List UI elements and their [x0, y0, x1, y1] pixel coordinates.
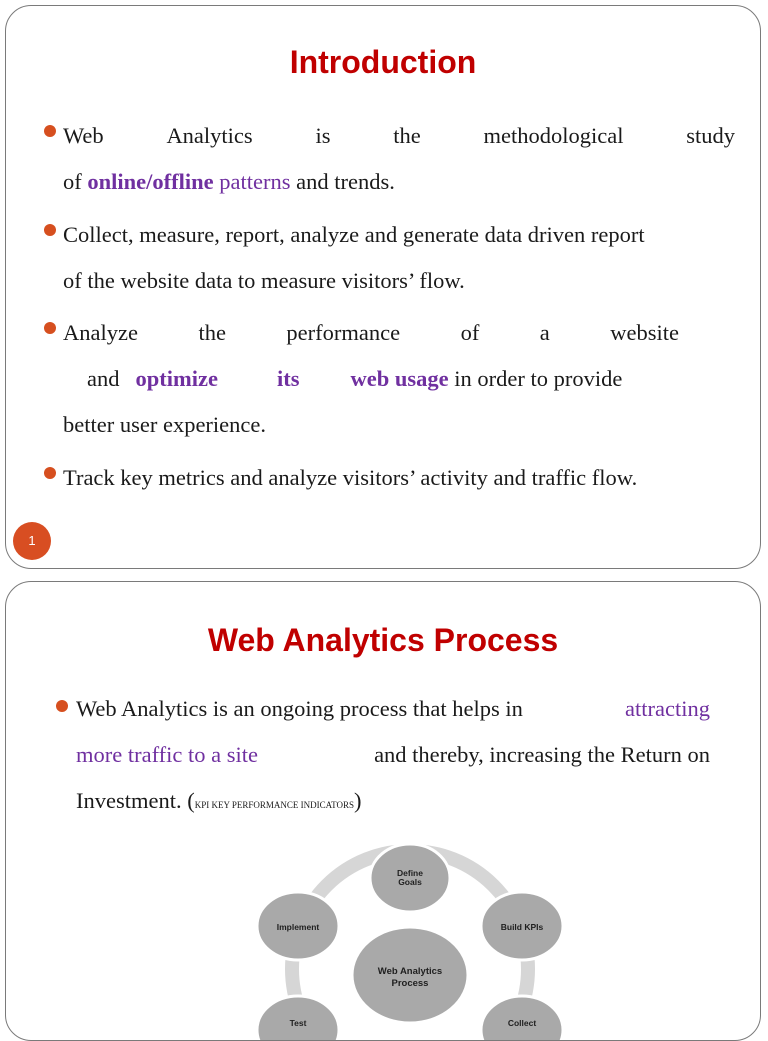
- node-label: Implement: [276, 922, 320, 932]
- text: better user experience.: [63, 412, 267, 437]
- text: ): [354, 788, 362, 813]
- text: in order to provide: [448, 366, 623, 391]
- node-label: Web Analytics: [377, 966, 443, 977]
- node-web-analytics-process: [352, 927, 468, 1023]
- text: and thereby, increasing the Return on: [368, 742, 710, 767]
- text: is: [315, 123, 331, 148]
- node-define-goals: [370, 844, 450, 912]
- text: study: [686, 123, 735, 148]
- bullet-track-metrics: [63, 455, 735, 501]
- small-text: KPI KEY PERFORMANCE INDICATORS: [194, 800, 354, 810]
- bullet-analyze-performance: [63, 310, 679, 448]
- text: of the website data to measure visitors’ flow.: [63, 268, 465, 293]
- slide-introduction: [5, 5, 761, 569]
- text: the: [393, 123, 421, 148]
- page-number-badge: 1: [13, 522, 51, 560]
- highlight-text: more traffic to a site: [76, 742, 259, 767]
- text: Collect, measure, report, analyze and generate data driven report: [63, 222, 645, 247]
- node-label: Define: [397, 868, 423, 878]
- text: Track key metrics and analyze visitors’ activity and traffic flow.: [63, 465, 638, 490]
- highlight-text: patterns: [213, 169, 291, 194]
- node-build-kpis: [481, 892, 563, 960]
- highlight-text: its: [276, 366, 300, 391]
- highlight-text: attracting: [625, 696, 710, 721]
- text: and trends.: [290, 169, 395, 194]
- text: website: [610, 320, 679, 345]
- text: Analyze: [63, 320, 138, 345]
- node-label: Goals: [398, 877, 422, 887]
- highlight-text: web usage: [350, 366, 449, 391]
- highlight-text: optimize: [135, 366, 218, 391]
- node-test: [257, 996, 339, 1041]
- node-label: Process: [391, 978, 429, 989]
- bullet-dot: [44, 125, 56, 137]
- text: methodological: [483, 123, 624, 148]
- node-collect: [481, 996, 563, 1041]
- slide-web-analytics-process: [5, 581, 761, 1041]
- bullet-collect-measure: [63, 212, 735, 304]
- node-implement: [257, 892, 339, 960]
- slide-title: Web Analytics Process: [207, 622, 559, 658]
- slide-title: Introduction: [289, 44, 477, 80]
- text: and: [87, 366, 120, 391]
- text: Analytics: [166, 123, 253, 148]
- text: Web: [63, 123, 104, 148]
- text: of: [460, 320, 480, 345]
- text: performance: [286, 320, 401, 345]
- text: of: [63, 169, 88, 194]
- node-label: Test: [289, 1018, 307, 1028]
- process-cycle-diagram: [6, 582, 761, 1041]
- text: a: [539, 320, 550, 345]
- node-label: Build KPIs: [500, 922, 544, 932]
- text: Web Analytics is an ongoing process that helps in: [76, 696, 529, 721]
- bullet-dot: [44, 467, 56, 479]
- text: Investment. (: [76, 788, 195, 813]
- text: the: [198, 320, 226, 345]
- highlight-text: online/offline: [87, 169, 214, 194]
- node-label: Collect: [507, 1018, 537, 1028]
- bullet-web-analytics-definition: [63, 113, 735, 205]
- bullet-dot: [44, 224, 56, 236]
- bullet-dot: [44, 322, 56, 334]
